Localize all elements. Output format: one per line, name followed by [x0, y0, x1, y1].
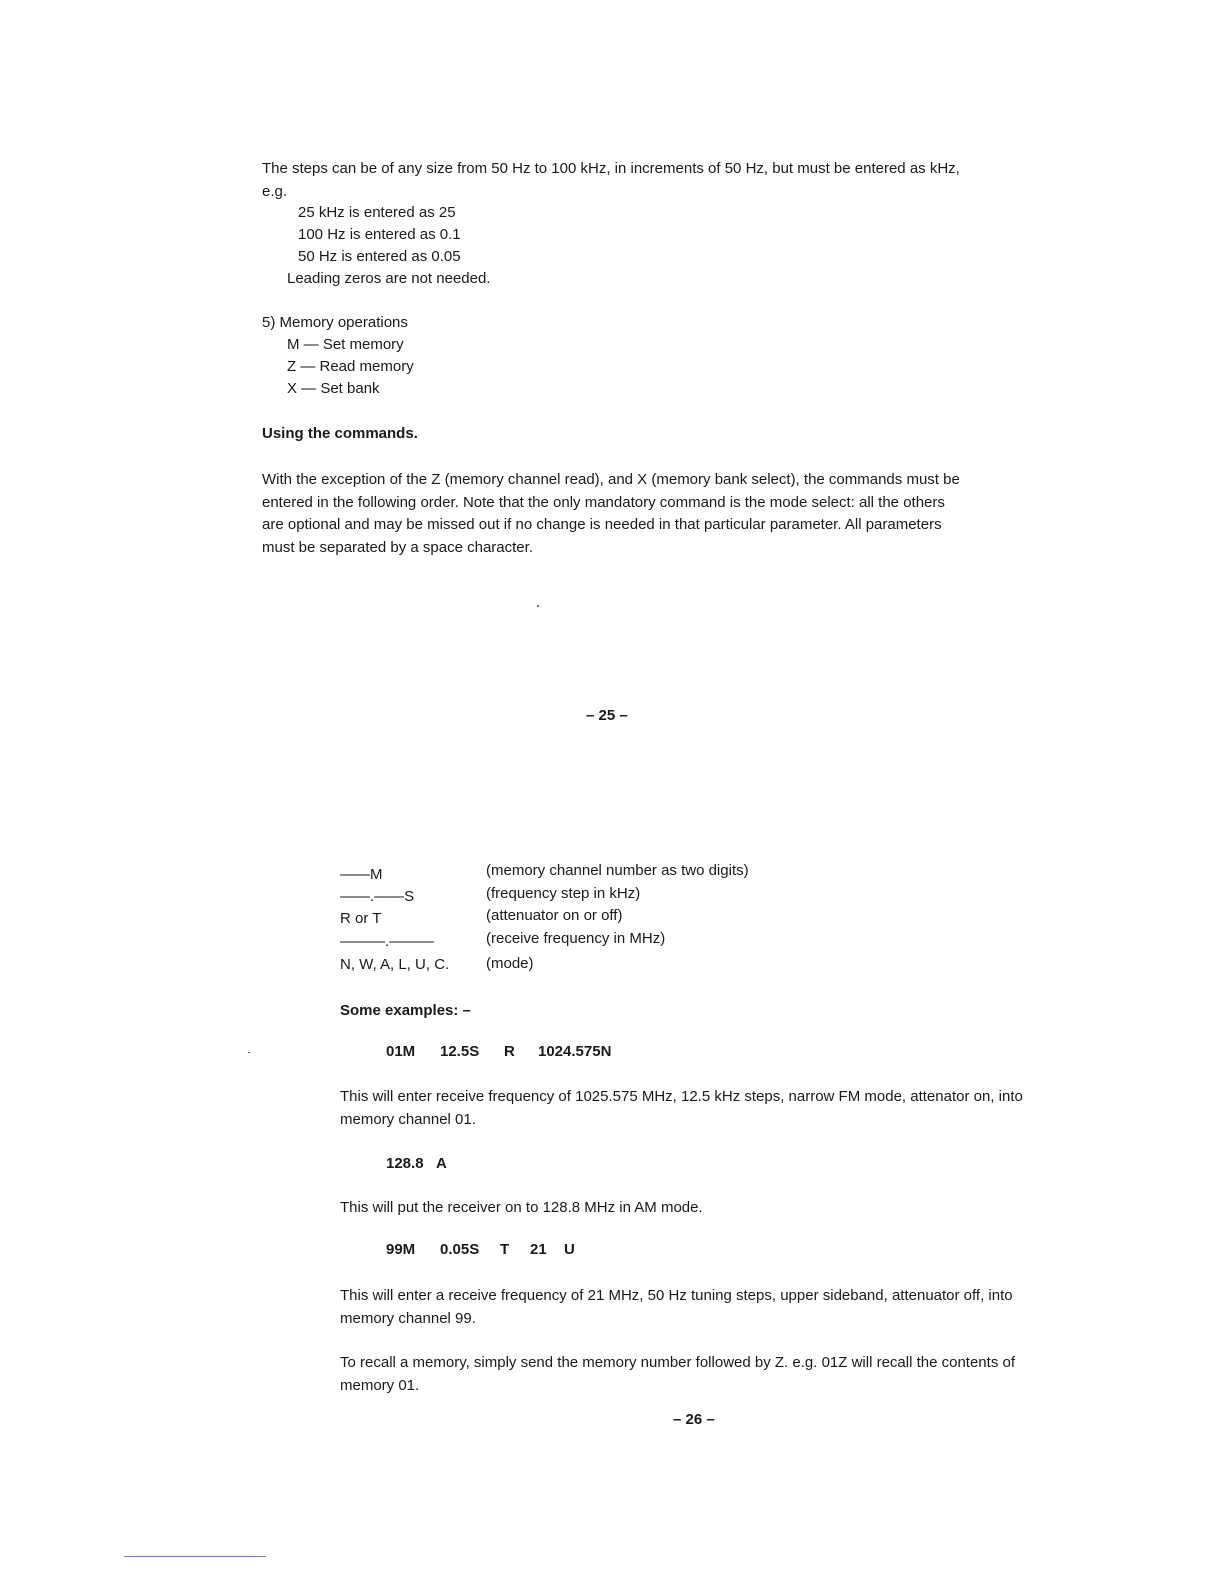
memory-operations-heading: 5) Memory operations — [262, 314, 408, 331]
intro-paragraph: The steps can be of any size from 50 Hz to 100 kHz, in increments of 50 Hz, but must be entered as kHz, e.g. — [262, 160, 960, 200]
memory-item-read: Z — Read memory — [287, 358, 414, 375]
example-line-3: 50 Hz is entered as 0.05 — [298, 248, 461, 265]
leading-zeros-note: Leading zeros are not needed. — [287, 270, 491, 287]
example1-token-1: 01M — [386, 1043, 416, 1060]
memory-item-bank: X — Set bank — [287, 380, 380, 397]
format-frequency-step: ——.——S — [340, 888, 415, 905]
example-line-2: 100 Hz is entered as 0.1 — [298, 226, 461, 243]
format-attenuator: R or T — [340, 910, 382, 927]
desc-memory-channel: (memory channel number as two digits) — [486, 862, 749, 879]
example-command-2 — [386, 1155, 447, 1172]
example1-token-3: R — [504, 1043, 515, 1060]
some-examples-heading: Some examples: – — [340, 1002, 471, 1019]
example-1-description: This will enter receive frequency of 1025.575 MHz, 12.5 kHz steps, narrow FM mode, attenator on, into memory channel 01. — [340, 1088, 1023, 1128]
example-command-3 — [386, 1241, 575, 1258]
recall-paragraph: To recall a memory, simply send the memory number followed by Z. e.g. 01Z will recall the contents of memory 01. — [340, 1354, 1015, 1394]
example2-token-2: A — [436, 1155, 447, 1172]
example-command-1 — [386, 1043, 611, 1060]
example-3-description: This will enter a receive frequency of 21 MHz, 50 Hz tuning steps, upper sideband, attenuator off, into memory channel 99. — [340, 1287, 1013, 1327]
example1-token-2: 12.5S — [440, 1043, 480, 1060]
memory-item-set: M — Set memory — [287, 336, 404, 353]
example-line-1: 25 kHz is entered as 25 — [298, 204, 456, 221]
format-memory-channel: ——M — [340, 866, 383, 883]
desc-mode: (mode) — [486, 955, 534, 972]
desc-attenuator: (attenuator on or off) — [486, 907, 623, 924]
footer-rule — [124, 1556, 266, 1557]
example3-token-1: 99M — [386, 1241, 416, 1258]
format-receive-frequency: ———.——— — [340, 933, 435, 950]
desc-frequency-step: (frequency step in kHz) — [486, 885, 641, 902]
example3-token-4: 21 — [530, 1241, 547, 1258]
example3-token-5: U — [564, 1241, 575, 1258]
desc-receive-frequency: (receive frequency in MHz) — [486, 930, 666, 947]
using-commands-paragraph: With the exception of the Z (memory channel read), and X (memory bank select), the commands must be entered in the following order. Note that the only mandatory command is the mode select: all the others are optional and may be missed out if no change is needed in that particular parameter. All parameters must be separated by a space character. — [262, 471, 960, 556]
using-commands-heading: Using the commands. — [262, 425, 418, 442]
scan-speck — [248, 1052, 250, 1053]
example1-token-4: 1024.575N — [538, 1043, 612, 1060]
example3-token-2: 0.05S — [440, 1241, 480, 1258]
page-number-26: – 26 – — [673, 1411, 715, 1428]
example3-token-3: T — [500, 1241, 510, 1258]
page-number-25: – 25 – — [586, 707, 628, 724]
scan-speck — [537, 605, 539, 607]
example2-token-1: 128.8 — [386, 1155, 424, 1172]
example-2-description: This will put the receiver on to 128.8 MHz in AM mode. — [340, 1199, 703, 1216]
format-mode: N, W, A, L, U, C. — [340, 956, 450, 973]
